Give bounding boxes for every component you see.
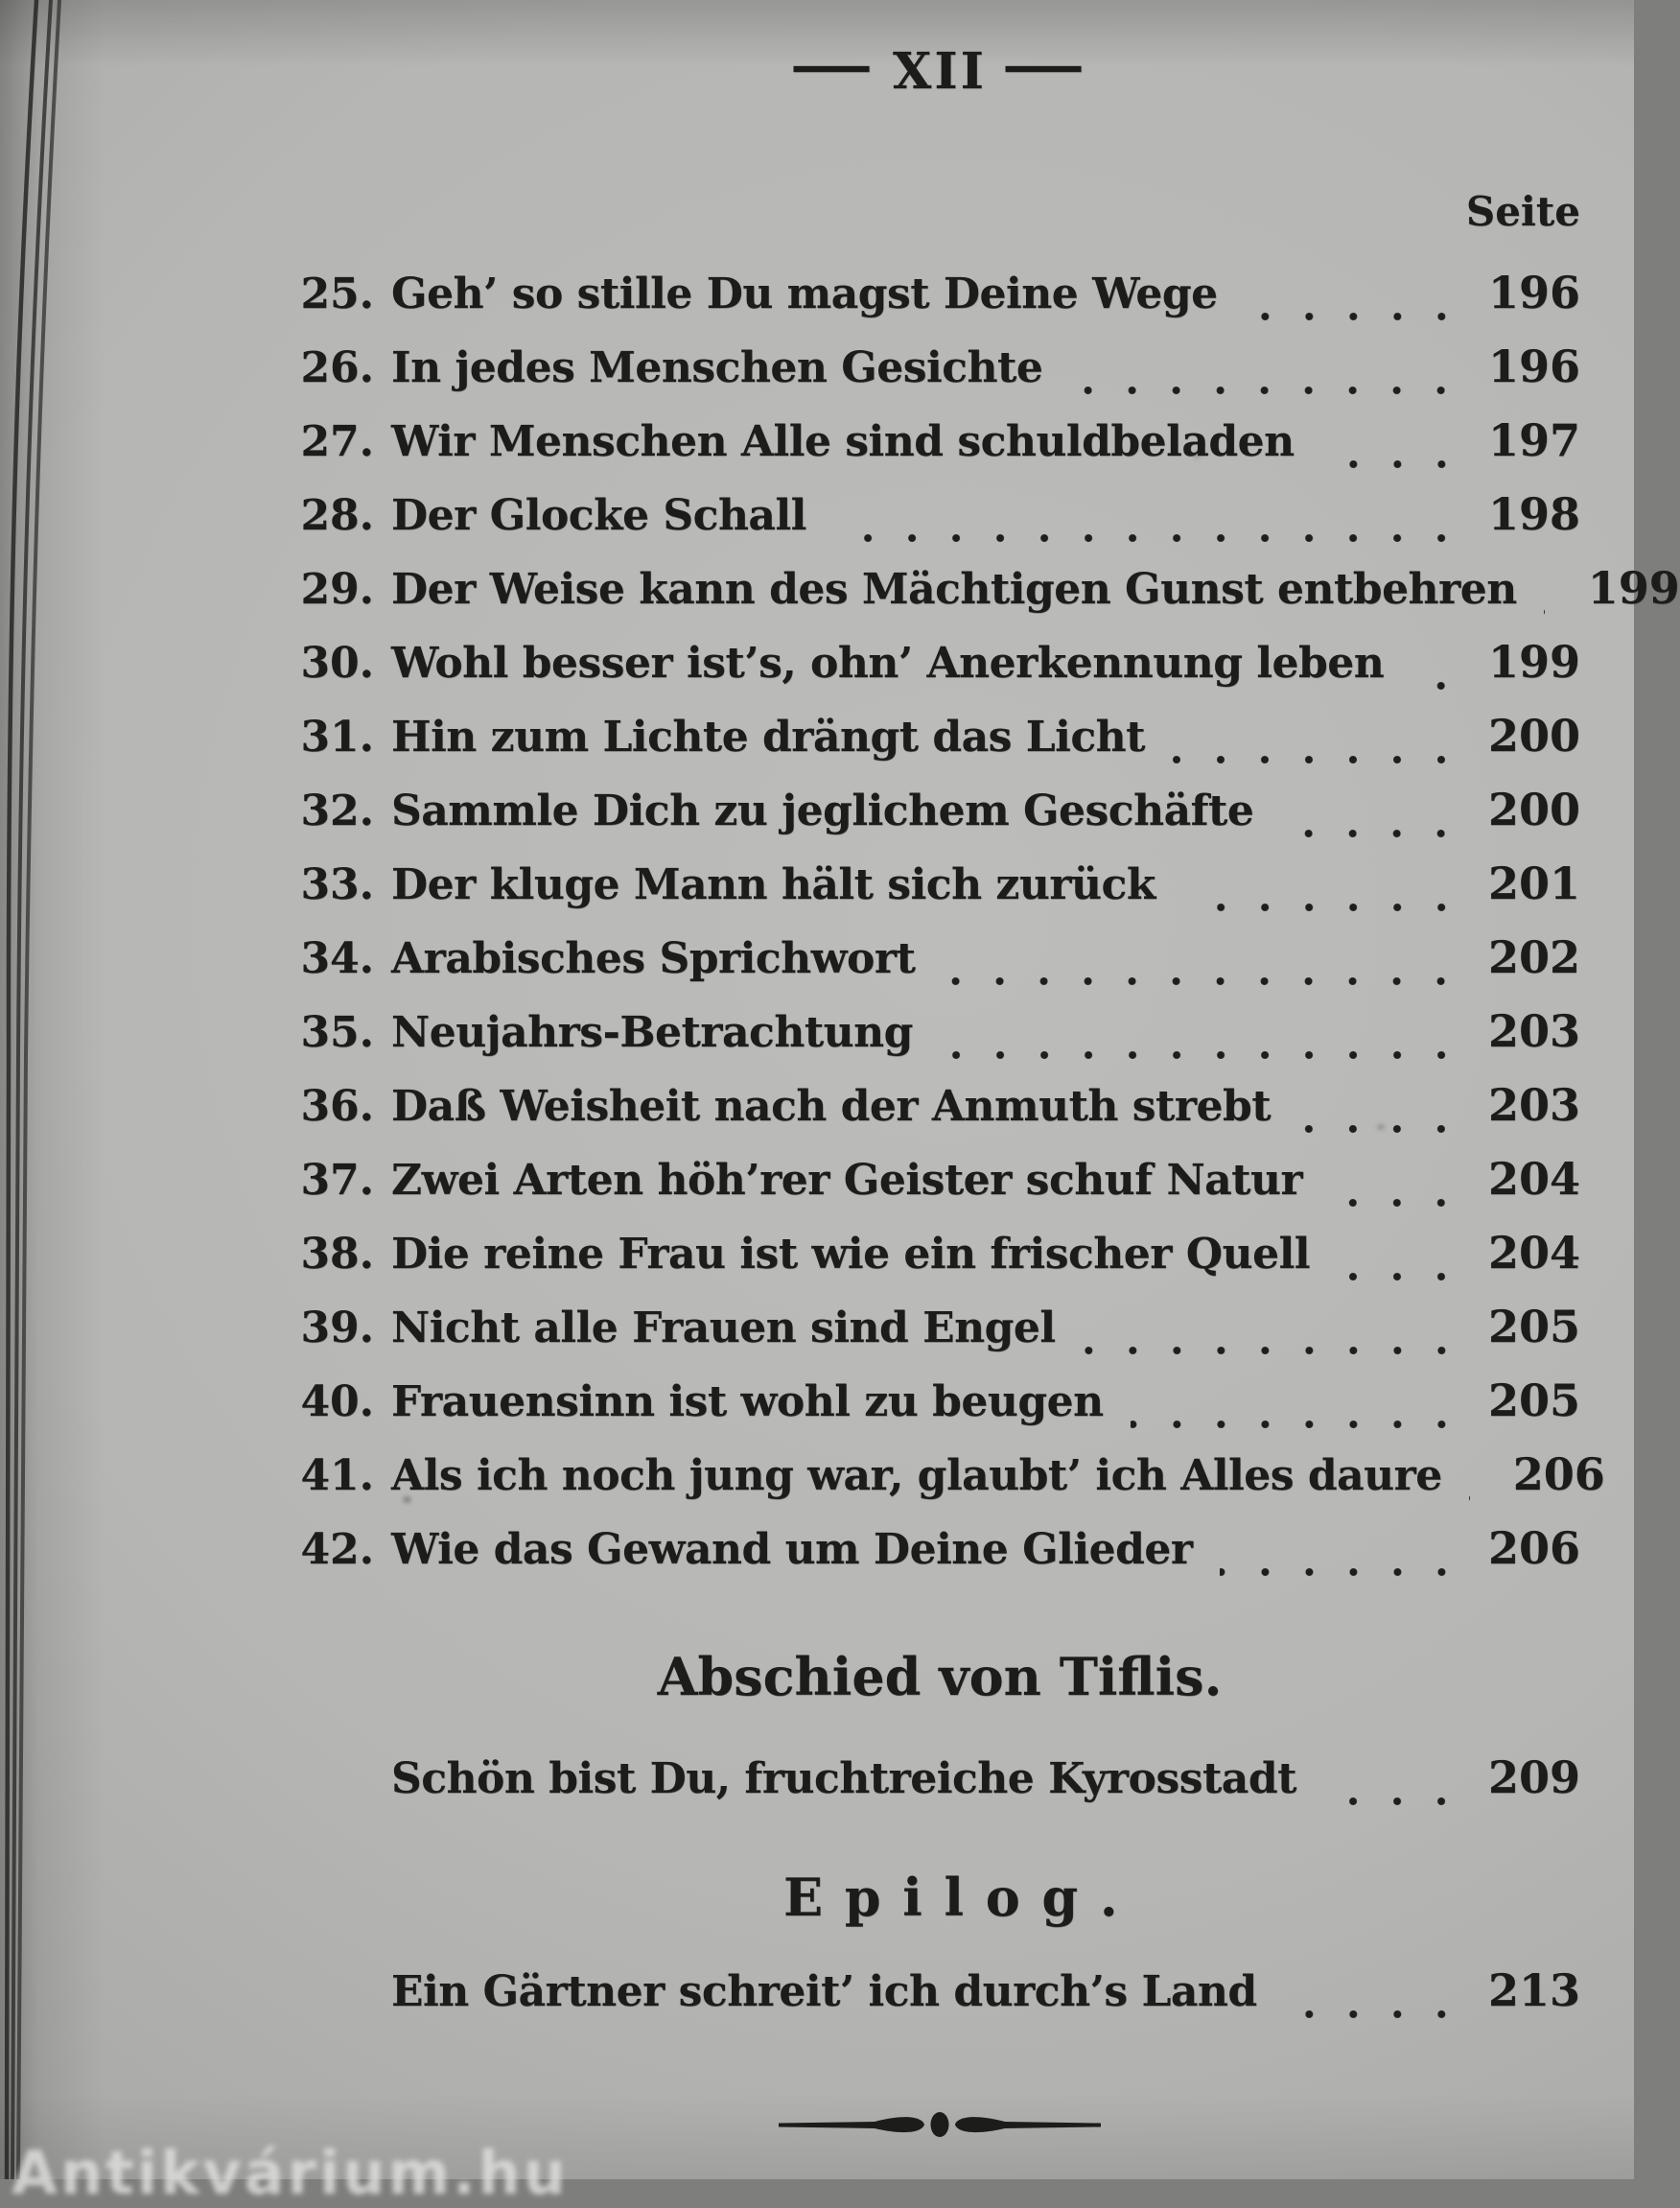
- page-column-header: Seite: [1465, 188, 1580, 235]
- entry-title: Geh’ so stille Du magst Deine Wege: [391, 270, 1218, 318]
- toc-entry-row: [299, 1227, 1580, 1301]
- entry-title: Wohl besser ist’s, ohn’ Anerkennung leben: [391, 639, 1385, 688]
- section-entry-abschied: [299, 1751, 1580, 1825]
- toc-entry-row: [299, 784, 1580, 857]
- dot-leader: [1220, 1567, 1463, 1577]
- toc-entry-row: [299, 414, 1580, 488]
- entry-page-number: 196: [1487, 341, 1580, 392]
- page-number-roman: XII: [893, 42, 987, 101]
- entry-page-number: 213: [1487, 1964, 1580, 2016]
- dot-leader: [1337, 1272, 1463, 1281]
- entry-title: Wie das Gewand um Deine Glieder: [391, 1525, 1193, 1574]
- toc-entry-row: [299, 1079, 1580, 1153]
- entry-number: 28.: [300, 491, 374, 540]
- toc-entry-row: [299, 931, 1580, 1005]
- entry-title: Der Weise kann des Mächtigen Gunst entbehren: [391, 565, 1517, 614]
- toc-entry-row: [299, 1374, 1580, 1448]
- dot-leader: [1131, 1420, 1463, 1429]
- entry-title: Arabisches Sprichwort: [391, 934, 916, 983]
- entry-page-number: 204: [1487, 1227, 1580, 1279]
- entry-number: 42.: [300, 1525, 374, 1574]
- header-rule-right: —: [1000, 36, 1091, 95]
- entry-page-number: 202: [1487, 931, 1580, 983]
- section-heading-epilog: Epilog.: [783, 1867, 1140, 1928]
- dot-leader: [1323, 1797, 1463, 1806]
- dot-leader: [942, 976, 1463, 986]
- dot-leader: [1329, 1198, 1463, 1208]
- entry-title: Hin zum Lichte drängt das Licht: [391, 713, 1145, 762]
- entry-page-number: 199: [1487, 636, 1580, 688]
- entry-title: Daß Weisheit nach der Anmuth strebt: [391, 1082, 1272, 1131]
- dot-leader: [1245, 312, 1463, 321]
- toc-entry-row: [299, 1153, 1580, 1227]
- entry-number: 27.: [300, 417, 374, 466]
- entry-number: 29.: [300, 565, 374, 614]
- entry-title: Der kluge Mann hält sich zurück: [391, 860, 1155, 909]
- toc-entry-row: [299, 341, 1580, 414]
- dot-leader: [1411, 681, 1463, 691]
- entry-number: 41.: [300, 1451, 374, 1500]
- dot-leader: [1321, 459, 1463, 469]
- toc-entry-row: [299, 710, 1580, 784]
- entry-page-number: 205: [1487, 1301, 1580, 1352]
- section-entry-epilog: [299, 1964, 1580, 2038]
- entry-page-number: 196: [1487, 267, 1580, 318]
- entry-number: 34.: [300, 934, 374, 983]
- entry-page-number: 200: [1487, 784, 1580, 835]
- dot-leader: [1284, 2009, 1463, 2019]
- toc-list: [299, 267, 1680, 1596]
- dot-leader: [833, 533, 1463, 543]
- entry-title: Sammle Dich zu jeglichem Geschäfte: [391, 787, 1254, 835]
- page-edge-crease-lines: [0, 0, 115, 2179]
- entry-number: 36.: [300, 1082, 374, 1131]
- entry-page-number: 197: [1487, 414, 1580, 466]
- entry-page-number: 209: [1487, 1751, 1580, 1803]
- entry-page-number: 198: [1487, 488, 1580, 540]
- entry-number: 32.: [300, 787, 374, 835]
- entry-title: In jedes Menschen Gesichte: [391, 343, 1043, 392]
- entry-page-number: 200: [1487, 710, 1580, 762]
- toc-entry-row: [299, 857, 1580, 931]
- header-rule-left: —: [788, 36, 879, 95]
- entry-title: Der Glocke Schall: [391, 491, 806, 540]
- dot-leader: [940, 1050, 1463, 1060]
- entry-page-number: 201: [1487, 857, 1580, 909]
- entry-number: 39.: [300, 1304, 374, 1352]
- tailpiece-ornament: [779, 2106, 1101, 2145]
- entry-page-number: 206: [1512, 1448, 1605, 1500]
- entry-number: 35.: [300, 1008, 374, 1057]
- toc-entry-row: [299, 1005, 1580, 1079]
- toc-entry-row: [299, 1751, 1580, 1825]
- entry-page-number: 199: [1587, 562, 1680, 614]
- dot-leader: [1069, 386, 1463, 395]
- entry-number: 33.: [300, 860, 374, 909]
- dot-leader: [1280, 829, 1463, 838]
- entry-number: 25.: [300, 270, 374, 318]
- dot-leader: [1544, 607, 1563, 617]
- antikvarium-watermark: Antikvárium.hu: [12, 2138, 569, 2208]
- toc-entry-row: [299, 562, 1680, 636]
- toc-entry-row: [299, 267, 1580, 341]
- section-heading-abschied: Abschied von Tiflis.: [657, 1646, 1223, 1707]
- entry-title: Als ich noch jung war, glaubt’ ich Alles daure: [391, 1451, 1442, 1500]
- entry-title: Ein Gärtner schreit’ ich durch’s Land: [391, 1967, 1257, 2016]
- dot-leader: [1172, 755, 1463, 764]
- entry-page-number: 206: [1487, 1522, 1580, 1574]
- toc-entry-row: [299, 636, 1580, 710]
- entry-number: 31.: [300, 713, 374, 762]
- entry-title: Neujahrs-Betrachtung: [391, 1008, 913, 1057]
- entry-title: Schön bist Du, fruchtreiche Kyrosstadt: [391, 1754, 1296, 1803]
- entry-title: Die reine Frau ist wie ein frischer Quell: [391, 1230, 1311, 1279]
- entry-number: 30.: [300, 639, 374, 688]
- entry-title: Nicht alle Frauen sind Engel: [391, 1304, 1056, 1352]
- entry-number: 37.: [300, 1156, 374, 1205]
- dot-leader: [1083, 1346, 1463, 1355]
- running-head: [299, 36, 1580, 101]
- toc-entry-row: [299, 488, 1580, 562]
- toc-entry-row: [299, 1522, 1580, 1596]
- dot-leader: [1297, 1124, 1463, 1134]
- dot-leader: [1469, 1493, 1488, 1503]
- toc-entry-row: [299, 1964, 1580, 2038]
- entry-page-number: 204: [1487, 1153, 1580, 1205]
- dot-leader: [1182, 903, 1463, 912]
- toc-entry-row: [299, 1448, 1605, 1522]
- entry-title: Zwei Arten höh’rer Geister schuf Natur: [391, 1156, 1303, 1205]
- entry-number: 26.: [300, 343, 374, 392]
- text-block: [299, 0, 1680, 2179]
- entry-number: 38.: [300, 1230, 374, 1279]
- toc-entry-row: [299, 1301, 1580, 1374]
- entry-page-number: 205: [1487, 1374, 1580, 1426]
- entry-page-number: 203: [1487, 1005, 1580, 1057]
- entry-page-number: 203: [1487, 1079, 1580, 1131]
- entry-number: 40.: [300, 1377, 374, 1426]
- entry-title: Wir Menschen Alle sind schuldbeladen: [391, 417, 1295, 466]
- entry-title: Frauensinn ist wohl zu beugen: [391, 1377, 1104, 1426]
